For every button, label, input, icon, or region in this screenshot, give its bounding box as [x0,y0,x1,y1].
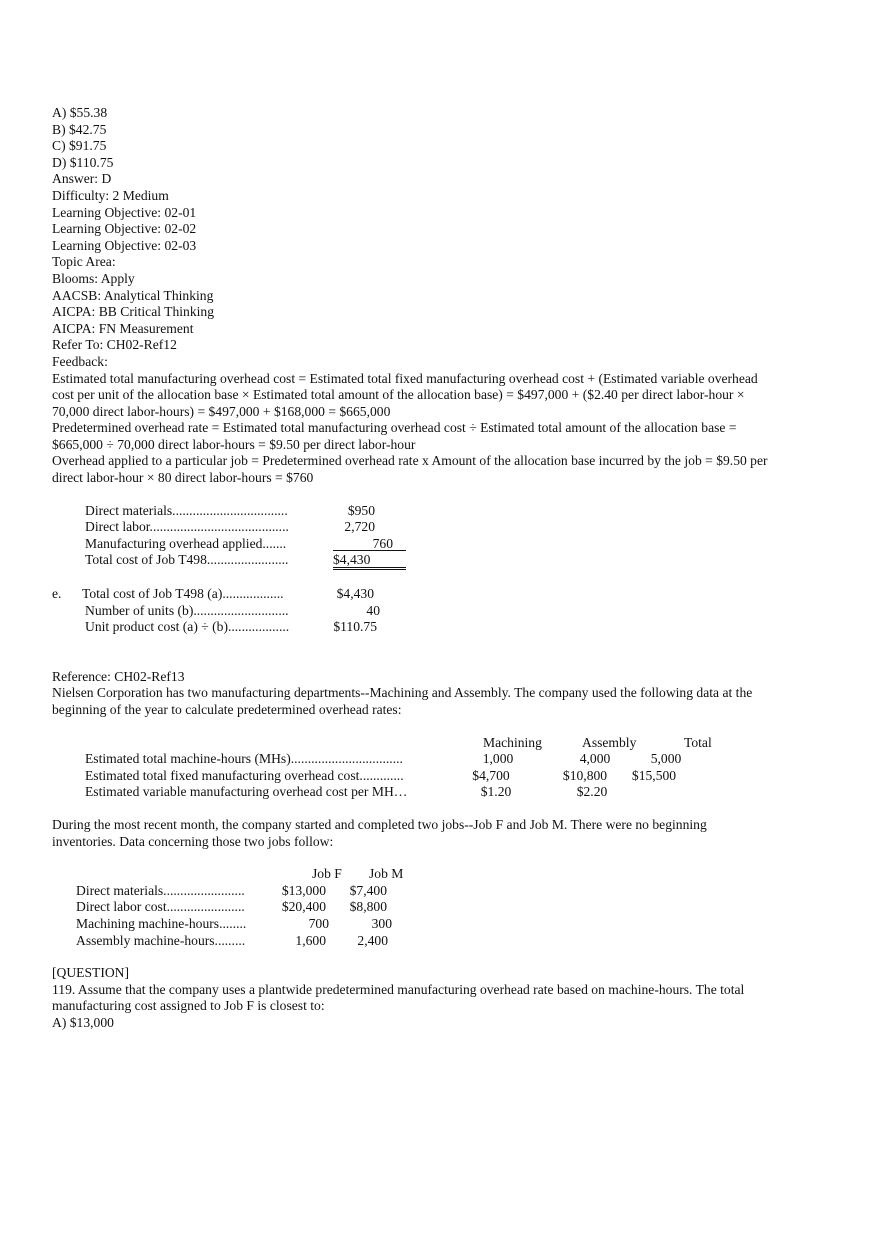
cell-job-f: $20,400 [281,899,326,915]
row-label: Manufacturing overhead applied....... [85,535,287,551]
aicpa-fn: AICPA: FN Measurement [52,320,194,336]
feedback-heading: Feedback: [52,353,108,369]
feedback-body [52,371,772,487]
cell-job-m: $7,400 [349,882,387,898]
question-metadata [52,188,772,371]
col-header-machining: Machining [483,734,542,750]
row-value: $4,430 [336,586,374,602]
row-label: Direct labor......................................... [85,519,289,535]
reference-title: Reference: CH02-Ref13 [52,668,185,684]
option-b: B) $42.75 [52,121,107,137]
answer-key: Answer: D [52,171,112,187]
option-d: D) $110.75 [52,154,114,170]
row-label: Machining machine-hours........ [76,915,247,931]
row-label: Direct labor cost....................... [76,899,245,915]
row-label: Estimated total machine-hours (MHs)................................. [85,751,403,767]
col-header-total: Total [684,734,712,750]
question-option-a: A) $13,000 [52,1014,114,1030]
row-value: 2,720 [344,519,375,535]
jobs-intro: During the most recent month, the company started and completed two jobs--Job F and Job M. There were no beginning inventories. Data concerning those two jobs follow: [52,816,707,849]
question-text: 119. Assume that the company uses a plantwide predetermined manufacturing overhead rate based on machine-hours. The total manufacturing cost assigned to Job F is closest to: [52,981,745,1014]
blooms: Blooms: Apply [52,270,135,286]
feedback-paragraph: Estimated total manufacturing overhead cost = Estimated total fixed manufacturing overhead cost + (Estimated variable overhead cost per unit of the allocation base × Estimated total amount of the allocation base) = $497,000 + ($2.40 per direct labor-hour × 70,000 direct labor-hours) = $497,000 + $168,000 = $665,000 [52,370,758,419]
unit-cost-table [52,586,772,636]
question-tag: [QUESTION] [52,965,130,981]
table-row [52,603,772,620]
cell-job-m: 2,400 [357,932,388,948]
row-label: Estimated variable manufacturing overhead cost per MH… [85,784,408,800]
cell-job-m: $8,800 [349,899,387,915]
table-row [52,768,772,785]
table-row [52,784,772,801]
row-label: Direct materials.................................. [85,502,288,518]
cell-job-f: $13,000 [281,882,326,898]
feedback-paragraph: Overhead applied to a particular job = Predetermined overhead rate x Amount of the allocation base incurred by the job = $9.50 per direct labor-hour × 80 direct labor-hours = $760 [52,453,768,486]
row-value: $950 [347,502,375,518]
learning-objective: Learning Objective: 02-03 [52,237,197,253]
table-row [52,899,772,916]
row-label: Number of units (b)............................ [85,602,289,618]
cell-total: 5,000 [650,751,682,767]
topic-area: Topic Area: [52,254,116,270]
cell-job-m: 300 [371,915,392,931]
table-row [52,503,772,520]
part-marker: e. [52,586,62,602]
cell-machining: 1,000 [482,751,514,767]
answer-options [52,105,772,171]
job-cost-table [52,503,772,569]
row-label: Unit product cost (a) ÷ (b).................. [85,619,290,635]
aicpa-bb: AICPA: BB Critical Thinking [52,304,215,320]
cell-machining: $1.20 [480,784,512,800]
table-row [52,619,772,636]
table-header-row [52,866,772,883]
table-row [52,536,772,553]
cell-assembly: $10,800 [562,767,608,783]
table-row [52,519,772,536]
cell-job-f: 1,600 [295,932,326,948]
department-table [52,735,772,801]
col-header-assembly: Assembly [582,734,637,750]
cell-job-f: 700 [308,915,329,931]
table-header-row [52,735,772,752]
row-value: 40 [366,602,380,618]
cell-assembly: $2.20 [576,784,608,800]
row-label: Total cost of Job T498........................ [85,552,289,568]
cell-machining: $4,700 [472,767,510,783]
col-header-job-m: Job M [369,866,404,882]
table-row [52,586,772,603]
feedback-paragraph: Predetermined overhead rate = Estimated total manufacturing overhead cost ÷ Estimated total amount of the allocation base = $665,000 ÷ 70,000 direct labor-hours = $9.50 per direct labor-hour [52,420,737,452]
row-value: $4,430 [333,552,406,570]
jobs-table [52,866,772,949]
table-row [52,883,772,900]
learning-objective: Learning Objective: 02-02 [52,221,197,237]
difficulty: Difficulty: 2 Medium [52,187,169,203]
row-label: Total cost of Job T498 (a).................. [82,586,284,602]
cell-total: $15,500 [631,767,677,783]
document-page [52,105,772,1032]
row-value: $110.75 [333,619,377,635]
table-row [52,751,772,768]
option-a: A) $55.38 [52,105,108,120]
aacsb: AACSB: Analytical Thinking [52,287,214,303]
col-header-job-f: Job F [312,866,342,882]
learning-objective: Learning Objective: 02-01 [52,204,197,220]
reference-intro: Nielsen Corporation has two manufacturing departments--Machining and Assembly. The company used the following data at the beginning of the year to calculate predetermined overhead rates: [52,685,753,717]
cell-assembly: 4,000 [579,751,611,767]
refer-to: Refer To: CH02-Ref12 [52,337,177,353]
table-row [52,916,772,933]
table-row [52,552,772,569]
row-label: Estimated total fixed manufacturing overhead cost............. [85,767,404,783]
row-value: 760 [333,536,406,551]
row-label: Assembly machine-hours......... [76,932,246,948]
table-row [52,933,772,950]
row-label: Direct materials........................ [76,882,245,898]
option-c: C) $91.75 [52,138,107,154]
